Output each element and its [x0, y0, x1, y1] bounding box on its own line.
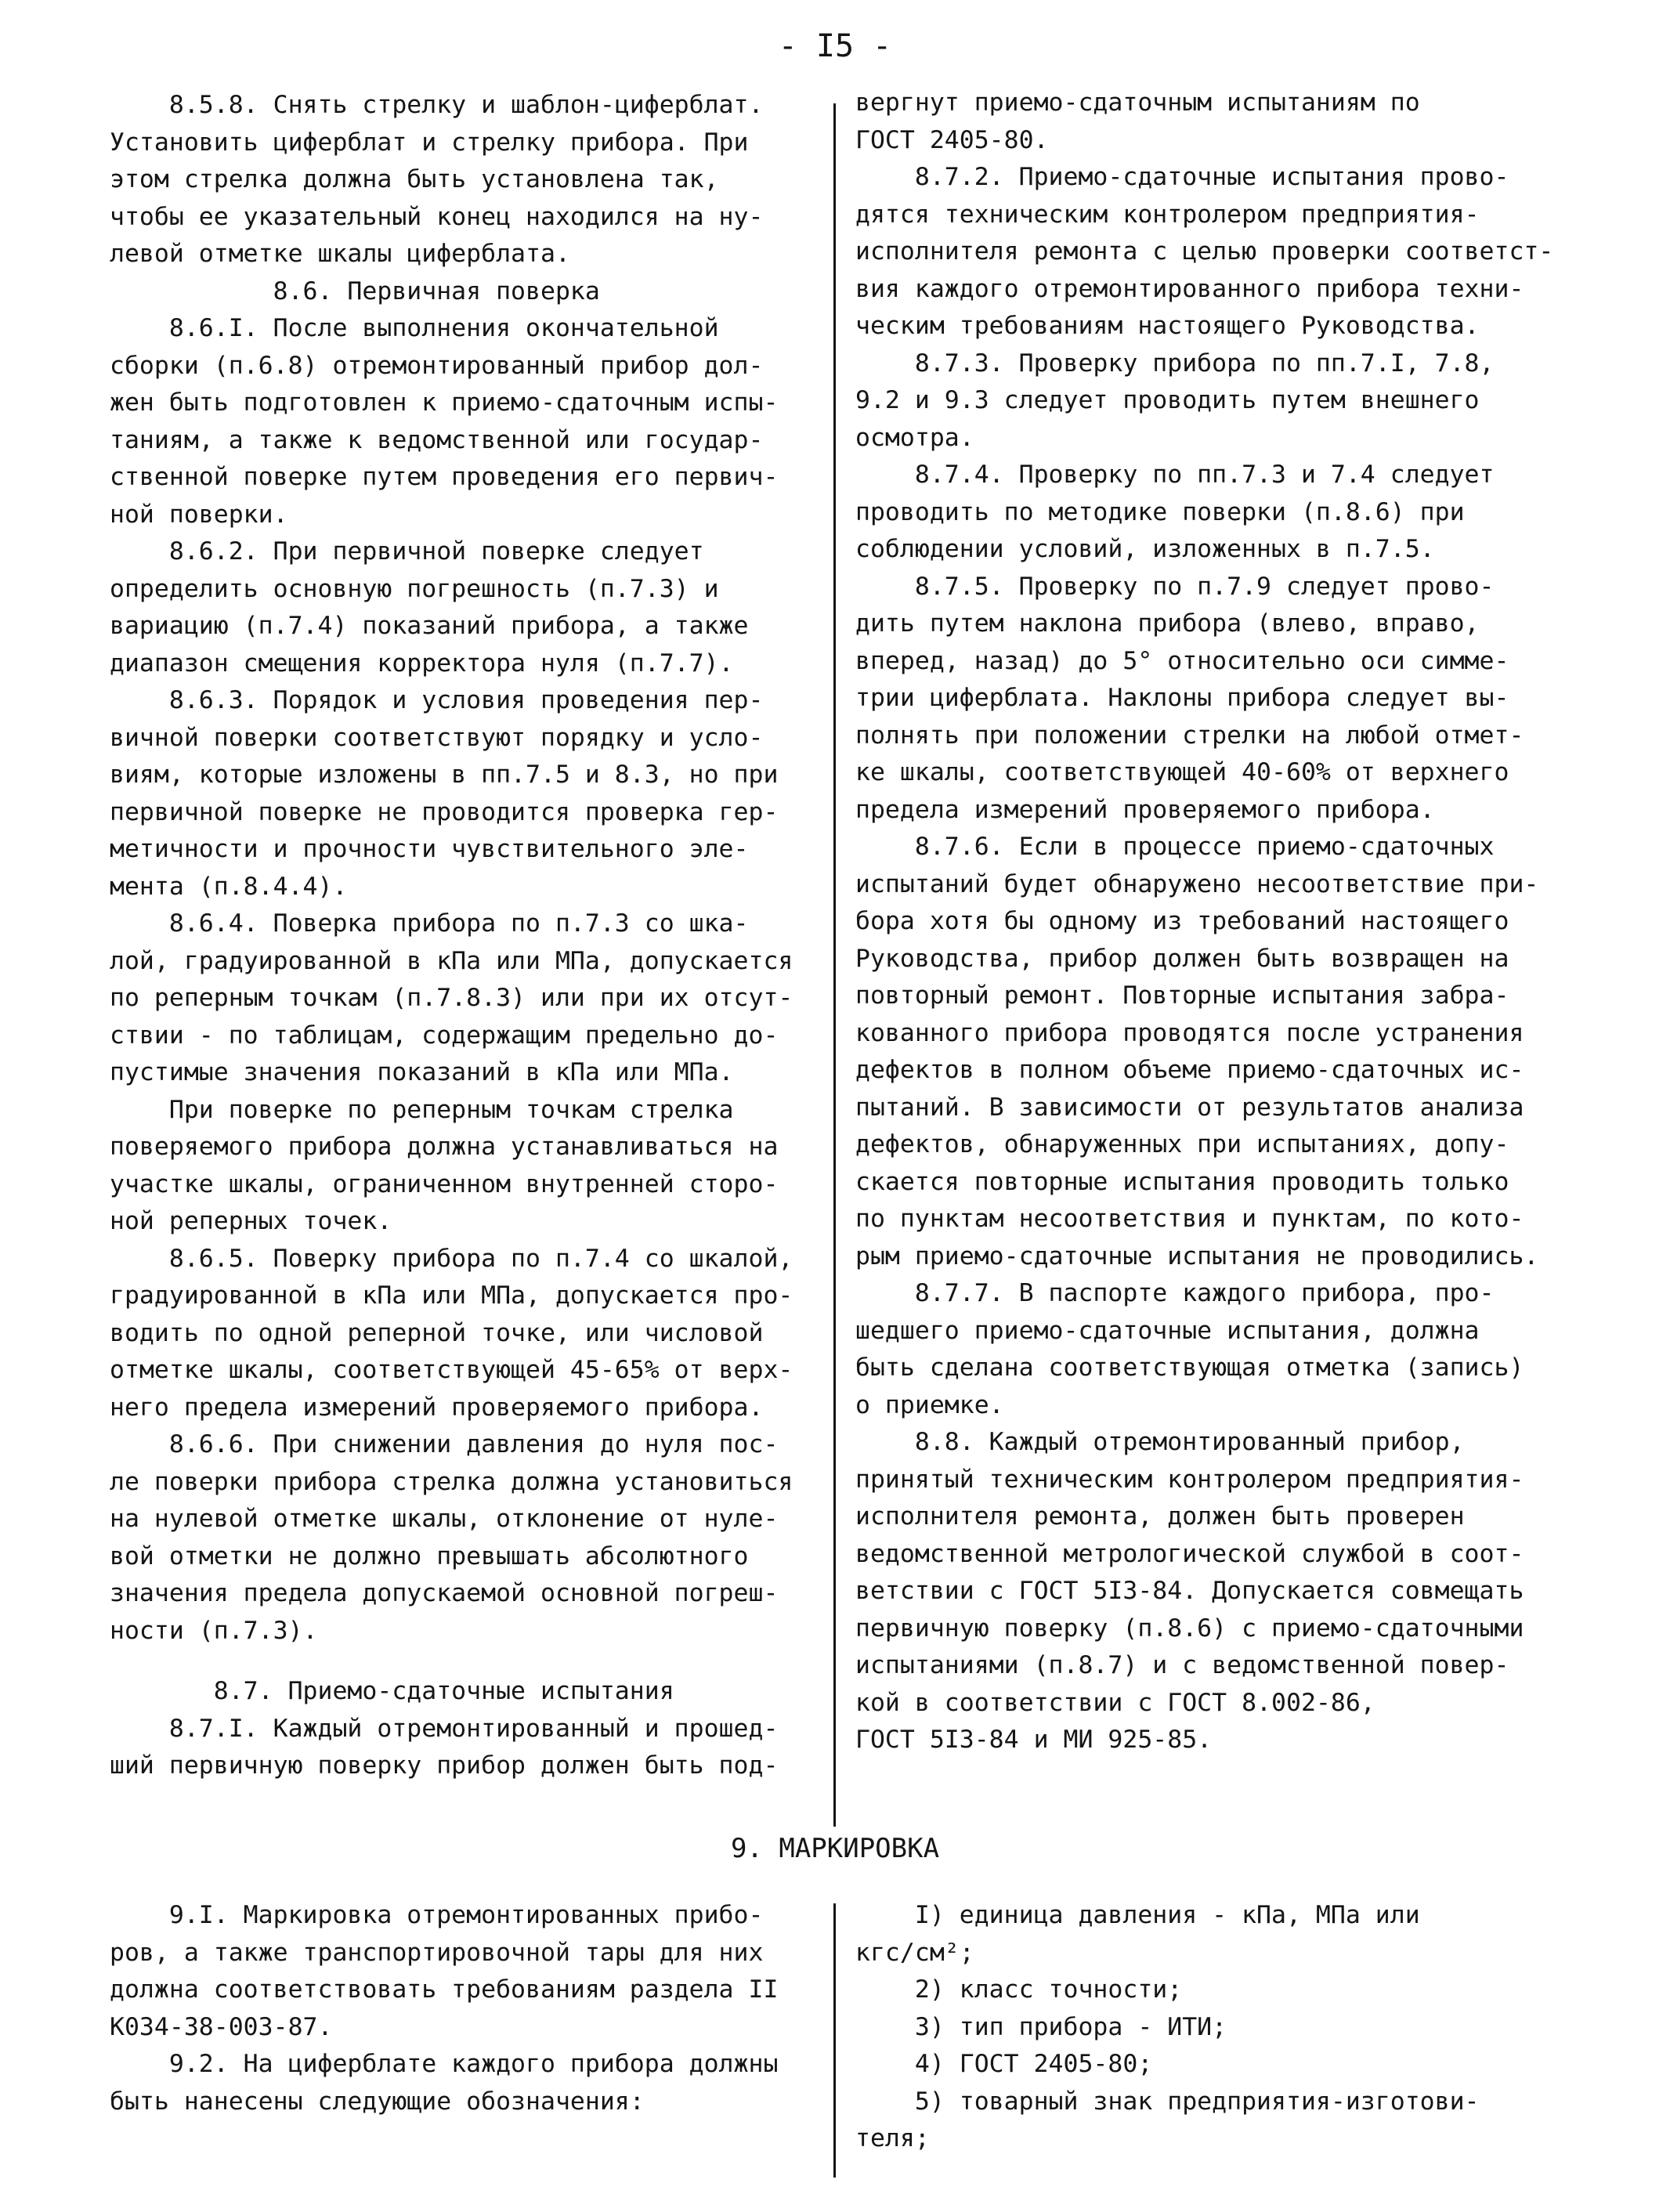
text-line: вичной поверки соответствуют порядку и усло- [110, 723, 764, 752]
text-line: 4) ГОСТ 2405-80; [855, 2050, 1153, 2078]
right-column-top [855, 85, 1564, 1759]
text-line: соблюдении условий, изложенных в п.7.5. [855, 535, 1435, 563]
text-line: К034-38-003-87. [110, 2012, 333, 2041]
text-line: дить путем наклона прибора (влево, вправо, [855, 609, 1480, 638]
text-line: 8.6.4. Поверка прибора по п.7.3 со шка- [110, 909, 749, 938]
text-line: теля; [855, 2124, 930, 2152]
text-line: 8.6.5. Поверку прибора по п.7.4 со шкалой, [110, 1244, 793, 1273]
text-line: 8.7.5. Проверку по п.7.9 следует прово- [855, 572, 1495, 601]
text-line: ров, а также транспортировочной тары для них [110, 1938, 764, 1967]
text-line: сборки (п.6.8) отремонтированный прибор дол- [110, 351, 764, 380]
text-line: ведомственной метрологической службой в соот- [855, 1539, 1524, 1568]
text-line: полнять при положении стрелки на любой отмет- [855, 721, 1524, 750]
text-line: ности (п.7.3). [110, 1616, 318, 1645]
text-line: быть сделана соответствующая отметка (запись) [855, 1354, 1524, 1382]
text-line: При поверке по реперным точкам стрелка [110, 1095, 734, 1124]
text-line: испытаний будет обнаружено несоответствие при- [855, 869, 1539, 898]
text-line: дефектов в полном объеме приемо-сдаточных ис- [855, 1056, 1524, 1084]
text-line: поверяемого прибора должна устанавливаться на [110, 1133, 779, 1161]
text-line: 8.7.2. Приемо-сдаточные испытания прово- [855, 163, 1509, 191]
text-line: чтобы ее указательный конец находился на ну- [110, 202, 764, 231]
text-line: вергнут приемо-сдаточным испытаниям по [855, 89, 1420, 117]
text-line: осмотра. [855, 423, 974, 452]
text-line: 8.7.3. Проверку прибора по пп.7.I, 7.8, [855, 349, 1495, 378]
text-line: проводить по методике поверки (п.8.6) при [855, 497, 1465, 526]
text-line: I) единица давления - кПа, МПа или [855, 1901, 1420, 1929]
text-line: исполнителя ремонта с целью проверки соответст- [855, 237, 1554, 266]
text-line: отметке шкалы, соответствующей 45-65% от верх- [110, 1356, 793, 1384]
text-line: Руководства, прибор должен быть возвращен на [855, 944, 1509, 973]
right-column-bottom [855, 1897, 1564, 2158]
text-line: повторный ремонт. Повторные испытания забра- [855, 981, 1509, 1010]
text-line: 8.6.6. При снижении давления до нуля пос- [110, 1430, 779, 1458]
text-line: 8.6.I. После выполнения окончательной [110, 314, 719, 342]
text-line: кой в соответствии с ГОСТ 8.002-86, [855, 1688, 1375, 1717]
text-line: пустимые значения показаний в кПа или МПа. [110, 1058, 734, 1086]
text-line: ле поверки прибора стрелка должна установиться [110, 1467, 793, 1496]
text-line: ГОСТ 2405-80. [855, 125, 1049, 154]
text-line: 8.7.I. Каждый отремонтированный и прошед- [110, 1714, 779, 1743]
text-line: испытаниями (п.8.7) и с ведомственной повер- [855, 1651, 1509, 1679]
text-line: по реперным точкам (п.7.8.3) или при их отсут- [110, 984, 793, 1012]
text-line: участке шкалы, ограниченном внутренней сторо- [110, 1169, 779, 1198]
text-line: пытаний. В зависимости от результатов анализа [855, 1093, 1524, 1122]
text-line: трии циферблата. Наклоны прибора следует вы- [855, 684, 1509, 712]
text-line: 8.7.6. Если в процессе приемо-сдаточных [855, 833, 1495, 861]
text-line: 8.8. Каждый отремонтированный прибор, [855, 1428, 1465, 1456]
column-divider-bottom [833, 1903, 836, 2178]
text-line: определить основную погрешность (п.7.3) и [110, 574, 719, 603]
section-title: 9. МАРКИРОВКА [730, 1833, 940, 1864]
text-line: ствии - по таблицам, содержащим предельно до- [110, 1021, 779, 1050]
text-line: принятый техническим контролером предприятия- [855, 1465, 1524, 1494]
column-divider-top [833, 103, 836, 1827]
text-line: 9.2 и 9.3 следует проводить путем внешнего [855, 386, 1480, 414]
text-line: кованного прибора проводятся после устранения [855, 1018, 1524, 1047]
text-line: дятся техническим контролером предприятия- [855, 200, 1480, 229]
text-line: метичности и прочности чувствительного эле- [110, 835, 749, 863]
text-line: ственной поверке путем проведения его первич- [110, 463, 779, 491]
text-line: должна соответствовать требованиям раздела II [110, 1975, 779, 2004]
text-line: диапазон смещения корректора нуля (п.7.7). [110, 649, 734, 678]
left-column-top [110, 87, 819, 1785]
text-line: дефектов, обнаруженных при испытаниях, допу- [855, 1130, 1509, 1158]
text-line: 5) товарный знак предприятия-изготови- [855, 2087, 1480, 2116]
text-line: лой, градуированной в кПа или МПа, допускается [110, 946, 793, 975]
text-line: шедшего приемо-сдаточные испытания, должна [855, 1316, 1480, 1345]
text-line: него предела измерений проверяемого прибора. [110, 1393, 764, 1422]
text-line: ветствии с ГОСТ 5I3-84. Допускается совмещать [855, 1577, 1524, 1605]
left-column-bottom [110, 1897, 819, 2120]
text-line [110, 1650, 819, 1673]
text-line: вия каждого отремонтированного прибора техни- [855, 274, 1524, 303]
text-line: левой отметке шкалы циферблата. [110, 240, 570, 268]
text-line: первичную поверку (п.8.6) с приемо-сдаточными [855, 1614, 1524, 1643]
text-line: 2) класс точности; [855, 1975, 1183, 2004]
text-line: на нулевой отметке шкалы, отклонение от нуле- [110, 1505, 779, 1533]
text-line: быть нанесены следующие обозначения: [110, 2087, 645, 2116]
text-line: по пунктам несоответствия и пунктам, по кото- [855, 1205, 1524, 1233]
text-line: ГОСТ 5I3-84 и МИ 925-85. [855, 1726, 1213, 1754]
text-line: водить по одной реперной точке, или числовой [110, 1318, 764, 1347]
page-number: - I5 - [778, 28, 892, 64]
text-line: рым приемо-сдаточные испытания не проводились. [855, 1242, 1539, 1270]
text-line: бора хотя бы одному из требований настоящего [855, 907, 1509, 935]
text-line: ной реперных точек. [110, 1207, 392, 1235]
text-line: 8.5.8. Снять стрелку и шаблон-циферблат. [110, 91, 764, 119]
text-line: этом стрелка должна быть установлена так, [110, 165, 719, 193]
text-line: ной поверки. [110, 500, 288, 529]
text-line: градуированной в кПа или МПа, допускается про- [110, 1281, 793, 1310]
text-line: скается повторные испытания проводить только [855, 1167, 1509, 1196]
text-line: 8.7.4. Проверку по пп.7.3 и 7.4 следует [855, 461, 1495, 489]
text-line: исполнителя ремонта, должен быть проверен [855, 1502, 1465, 1531]
text-line: 8.7. Приемо-сдаточные испытания [110, 1677, 674, 1705]
text-line: мента (п.8.4.4). [110, 872, 348, 901]
text-line: виям, которые изложены в пп.7.5 и 8.3, но при [110, 761, 779, 789]
text-line: таниям, а также к ведомственной или государ- [110, 425, 764, 454]
text-line: жен быть подготовлен к приемо-сдаточным испы- [110, 389, 779, 417]
text-line: вперед, назад) до 5° относительно оси симме- [855, 646, 1509, 675]
text-line: кгс/см²; [855, 1938, 974, 1967]
text-line: вариацию (п.7.4) показаний прибора, а также [110, 612, 749, 640]
text-line: Установить циферблат и стрелку прибора. При [110, 128, 749, 157]
text-line: 3) тип прибора - ИТИ; [855, 2012, 1227, 2041]
text-line: 9.2. На циферблате каждого прибора должны [110, 2050, 779, 2078]
text-line: о приемке. [855, 1390, 1004, 1419]
text-line: значения предела допускаемой основной погреш- [110, 1579, 779, 1607]
text-line: ший первичную поверку прибор должен быть под- [110, 1751, 779, 1780]
text-line: ке шкалы, соответствующей 40-60% от верхнего [855, 758, 1509, 786]
text-line: 9.I. Маркировка отремонтированных прибо- [110, 1901, 764, 1929]
text-line: первичной поверке не проводится проверка гер- [110, 797, 779, 826]
text-line: 8.7.7. В паспорте каждого прибора, про- [855, 1279, 1495, 1307]
text-line: 8.6. Первичная поверка [110, 276, 600, 305]
text-line: предела измерений проверяемого прибора. [855, 795, 1435, 824]
text-line: ческим требованиям настоящего Руководства. [855, 312, 1480, 340]
text-line: вой отметки не должно превышать абсолютного [110, 1542, 749, 1570]
text-line: 8.6.3. Порядок и условия проведения пер- [110, 686, 764, 714]
text-line: 8.6.2. При первичной поверке следует [110, 537, 704, 566]
